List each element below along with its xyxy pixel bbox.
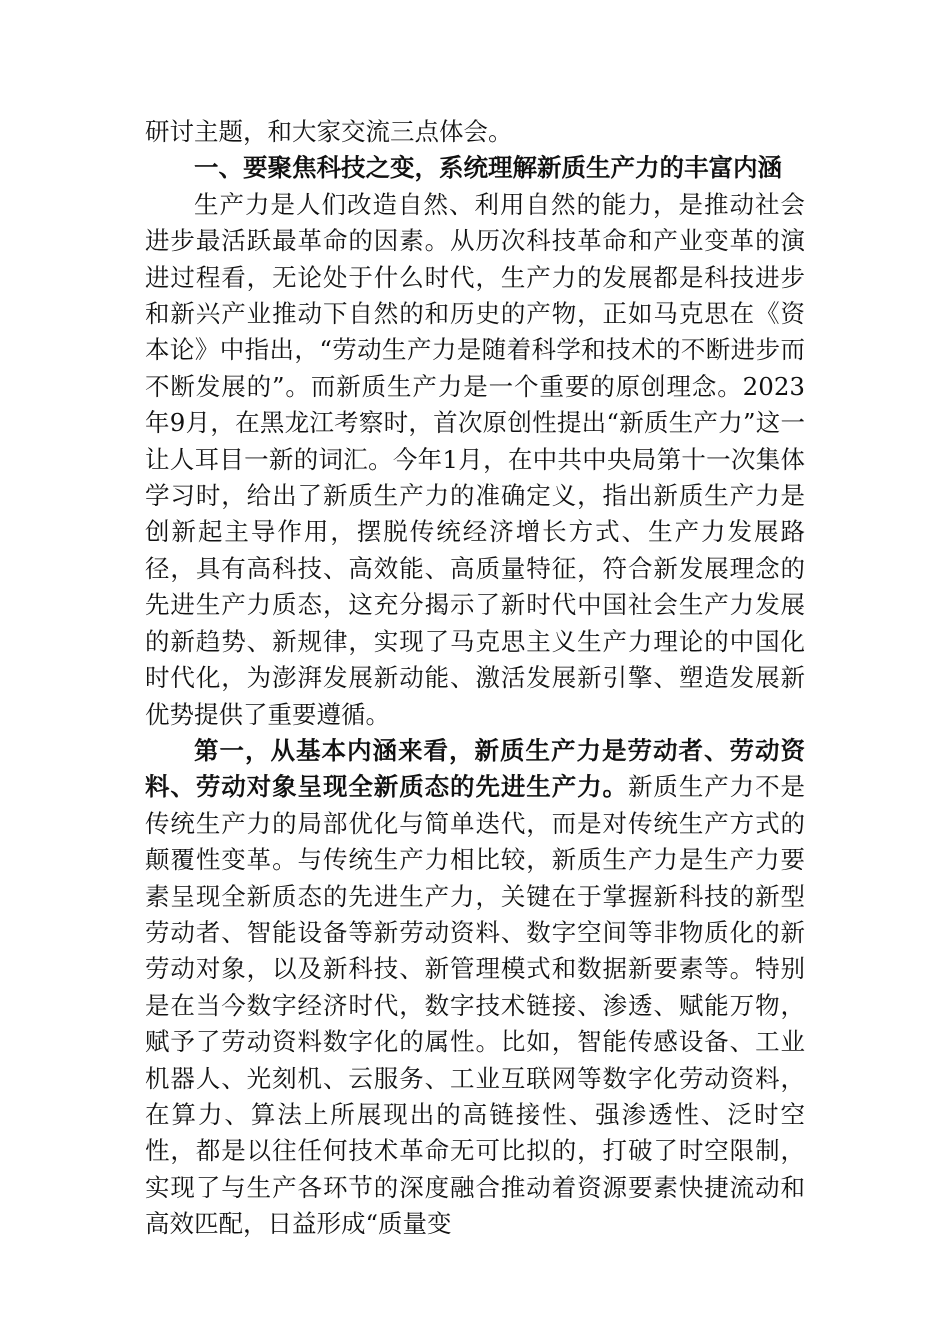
paragraph-first-point	[145, 733, 805, 1243]
paragraph-productivity-definition: 生产力是人们改造自然、利用自然的能力，是推动社会进步最活跃最革命的因素。从历次科技革命和产业变革的演进过程看，无论处于什么时代，生产力的发展都是科技进步和新兴产业推动下自然的和历史的产物，正如马克思在《资本论》中指出，“劳动生产力是随着科学和技术的不断进步而不断发展的”。而新质生产力是一个重要的原创理念。2023年9月，在黑龙江考察时，首次原创性提出“新质生产力”这一让人耳目一新的词汇。今年1月，在中共中央局第十一次集体学习时，给出了新质生产力的准确定义，指出新质生产力是创新起主导作用，摆脱传统经济增长方式、生产力发展路径，具有高科技、高效能、高质量特征，符合新发展理念的先进生产力质态，这充分揭示了新时代中国社会生产力发展的新趋势、新规律，实现了马克思主义生产力理论的中国化时代化，为澎湃发展新动能、激活发展新引擎、塑造发展新优势提供了重要遵循。	[145, 189, 805, 729]
paragraph-intro-tail: 研讨主题，和大家交流三点体会。	[145, 117, 513, 146]
first-point-lead: 第一，从基本内涵来看，新质生产力是劳动者、劳动资料、劳动对象呈现全新质态的先进生产力。	[145, 735, 805, 802]
first-point-body: 新质生产力不是传统生产力的局部优化与简单迭代，而是对传统生产方式的颠覆性变革。与传统生产力相比较，新质生产力是生产力要素呈现全新质态的先进生产力，关键在于掌握新科技的新型劳动者、智能设备等新劳动资料、数字空间等非物质化的新劳动对象，以及新科技、新管理模式和数据新要素等。特别是在当今数字经济时代，数字技术链接、渗透、赋能万物，赋予了劳动资料数字化的属性。比如，智能传感设备、工业机器人、光刻机、云服务、工业互联网等数字化劳动资料，在算力、算法上所展现出的高链接性、强渗透性、泛时空性，都是以往任何技术革命无可比拟的，打破了时空限制，实现了与生产各环节的深度融合推动着资源要素快捷流动和高效匹配，日益形成“质量变	[145, 772, 806, 1239]
document-body	[145, 114, 805, 1243]
section-heading-1: 一、要聚焦科技之变，系统理解新质生产力的丰富内涵	[194, 153, 782, 183]
